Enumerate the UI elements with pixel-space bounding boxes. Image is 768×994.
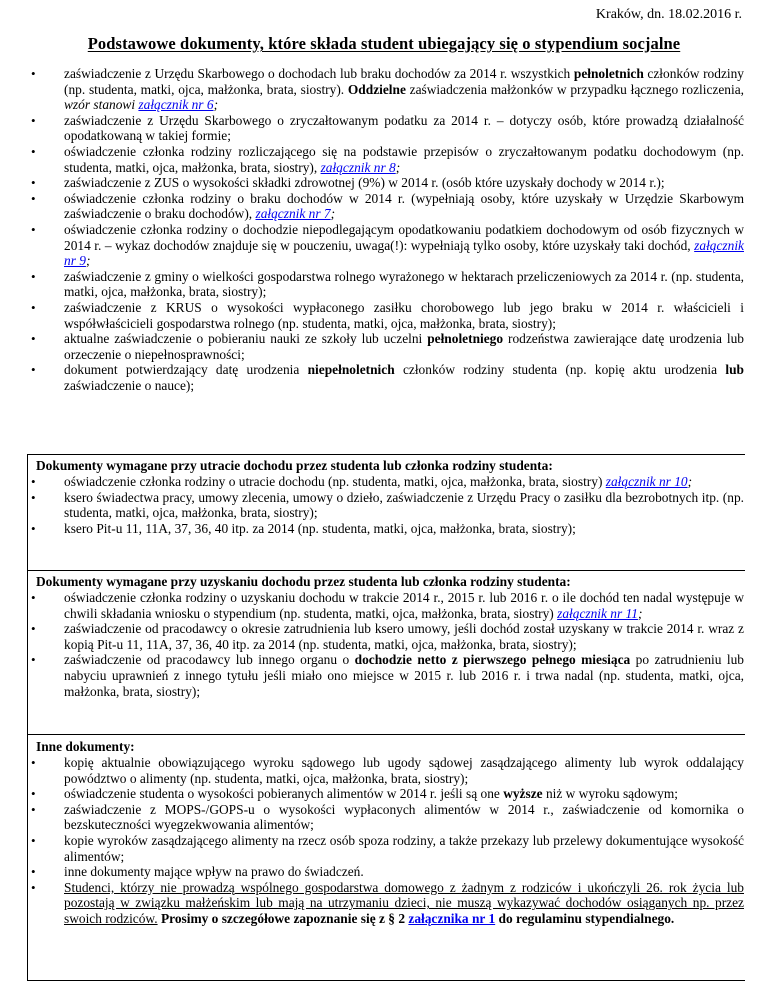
attachment-11-link[interactable]: załącznik nr 11 [557,605,638,621]
list-item: • oświadczenie członka rodziny o uzyskaniu dochodu w trakcie 2014 r., 2015 r. lub 2016 r. o ile dochód ten nadal występuje w chwili składania wniosku o stypendium (np. studenta, matki, ojca, małżonka, brata, siostry) załącznik nr 11; [26,590,744,621]
list-item: • kopię aktualnie obowiązującego wyroku sądowego lub ugody sądowej zasądzającego alimenty lub wyrok oddalający powództwo o alimenty (np. studenta, matki, ojca, małżonka, brata, siostry); [26,755,744,786]
attachment-7-link[interactable]: załącznik nr 7 [255,206,331,222]
section-divider [27,980,745,981]
list-item: • Studenci, którzy nie prowadzą wspólnego gospodarstwa domowego z żadnym z rodziców i ukończyli 26. rok życia lub pozostają w związku małżeńskim lub mają na utrzymaniu dzieci, nie muszą wykazywać dochodów osiąganych np. przez swoich rodziców. Prosimy o szczegółowe zapoznanie się z § 2 załącznika nr 1 do regulaminu stypendialnego. [26,880,744,927]
attachment-6-link[interactable]: załącznik nr 6 [138,97,214,113]
attachment-1-link[interactable]: załącznika nr 1 [408,910,496,926]
list-item: • oświadczenie studenta o wysokości pobieranych alimentów w 2014 r. jeśli są one wyższe niż w wyroku sądowym; [26,786,744,802]
section-divider [27,734,745,735]
attachment-10-link[interactable]: załącznik nr 10 [605,474,688,489]
list-item: • dokument potwierdzający datę urodzenia niepełnoletnich członków rodziny studenta (np. kopię aktu urodzenia lub zaświadczenie o nauce); [26,362,744,393]
list-item: • kopie wyroków zasądzającego alimenty na rzecz osób spoza rodziny, a także przekazy lub przelewy dokumentujące wysokość alimentów; [26,833,744,864]
gain-section-heading: Dokumenty wymagane przy uzyskaniu dochodu przez studenta lub członka rodziny studenta: [36,574,571,589]
list-item: • oświadczenie członka rodziny rozliczającego się na podstawie przepisów o zryczałtowanym podatku dochodowym (np. studenta, matki, ojca, małżonka, brata, siostry), załącznik nr 8; [26,144,744,175]
list-item: • zaświadczenie od pracodawcy o okresie zatrudnienia lub ksero umowy, jeśli dochód został uzyskany w trakcie 2014 r. wraz z kopią Pit-u 11, 11A, 37, 36, 40 itp. za 2014 (np. studenta, matki, ojca, małżonka, brata, siostry); [26,621,744,652]
list-item: • zaświadczenie z Urzędu Skarbowego o dochodach lub braku dochodów za 2014 r. wszystkich pełnoletnich członków rodziny (np. studenta, matki, ojca, małżonka, brata, siostry). Oddzielne zaświadczenia małżonków w przypadku łącznego rozliczenia, wzór stanowi załącznik nr 6; [26,66,744,113]
attachment-8-link[interactable]: załącznik nr 8 [320,159,396,175]
document-date: Kraków, dn. 18.02.2016 r. [595,7,742,22]
document-title: Podstawowe dokumenty, które składa student ubiegający się o stypendium socjalne [87,34,681,53]
basic-documents-list [26,66,744,393]
list-item: • zaświadczenie z Urzędu Skarbowego o zryczałtowanym podatku za 2014 r. – dotyczy osób, które prowadzą działalność opodatkowaną w takiej formie; [26,113,744,144]
list-item: • zaświadczenie od pracodawcy lub innego organu o dochodzie netto z pierwszego pełnego miesiąca po zatrudnieniu lub nabyciu uprawnień z innego tytułu jeśli miało ono miejsce w 2015 r. lub 2016 r. i trwa nadal (np. studenta, matki, ojca, małżonka, brata, siostry); [26,652,744,699]
list-item: • zaświadczenie z KRUS o wysokości wypłaconego zasiłku chorobowego lub jego braku w 2014 r. właścicieli i współwłaścicieli gospodarstwa rolnego (np. studenta, matki, ojca, małżonka, brata, siostry); [26,300,744,331]
loss-section-heading: Dokumenty wymagane przy utracie dochodu przez studenta lub członka rodziny studenta: [36,458,553,473]
list-item: • zaświadczenie z MOPS-/GOPS-u o wysokości wypłaconych alimentów w 2014 r., zaświadczenie od komornika o bezskuteczności wyegzekwowania alimentów; [26,802,744,833]
list-item: • oświadczenie członka rodziny o braku dochodów w 2014 r. (wypełniają osoby, które uzyskały w Urzędzie Skarbowym zaświadczenie o braku dochodów), załącznik nr 7; [26,191,744,222]
loss-documents-list [26,474,744,536]
list-item: • ksero Pit-u 11, 11A, 37, 36, 40 itp. za 2014 (np. studenta, matki, ojca, małżonka, brata, siostry); [26,521,744,537]
list-item: • ksero świadectwa pracy, umowy zlecenia, umowy o dzieło, zaświadczenie z Urzędu Pracy o zasiłku dla bezrobotnych itp. (np. studenta, matki, ojca, małżonka, brata, siostry); [26,490,744,521]
section-divider [27,570,745,571]
list-item: • oświadczenie członka rodziny o utracie dochodu (np. studenta, matki, ojca, małżonka, brata, siostry) załącznik nr 10; [26,474,744,490]
list-item: • aktualne zaświadczenie o pobieraniu nauki ze szkoły lub uczelni pełnoletniego rodzeństwa zawierające datę urodzenia lub orzeczenie o niepełnosprawności; [26,331,744,362]
gain-documents-list [26,590,744,699]
list-item: • zaświadczenie z ZUS o wysokości składki zdrowotnej (9%) w 2014 r. (osób które uzyskały dochody w 2014 r.); [26,175,744,191]
list-item: • zaświadczenie z gminy o wielkości gospodarstwa rolnego wyrażonego w hektarach przeliczeniowych za 2014 r. (np. studenta, matki, ojca, małżonka, brata, siostry); [26,269,744,300]
list-item: • inne dokumenty mające wpływ na prawo do świadczeń. [26,864,744,880]
other-documents-list [26,755,744,927]
section-divider [27,454,745,455]
attachment-9-link[interactable]: załącznik nr 9 [64,237,744,269]
other-section-heading: Inne dokumenty: [36,739,135,754]
list-item: • oświadczenie członka rodziny o dochodzie niepodlegającym opodatkowaniu podatkiem dochodowym od osób fizycznych w 2014 r. – wykaz dochodów znajduje się w pouczeniu, uwaga(!): wypełniają tylko osoby, które uzyskały taki dochód, załącznik nr 9; [26,222,744,269]
